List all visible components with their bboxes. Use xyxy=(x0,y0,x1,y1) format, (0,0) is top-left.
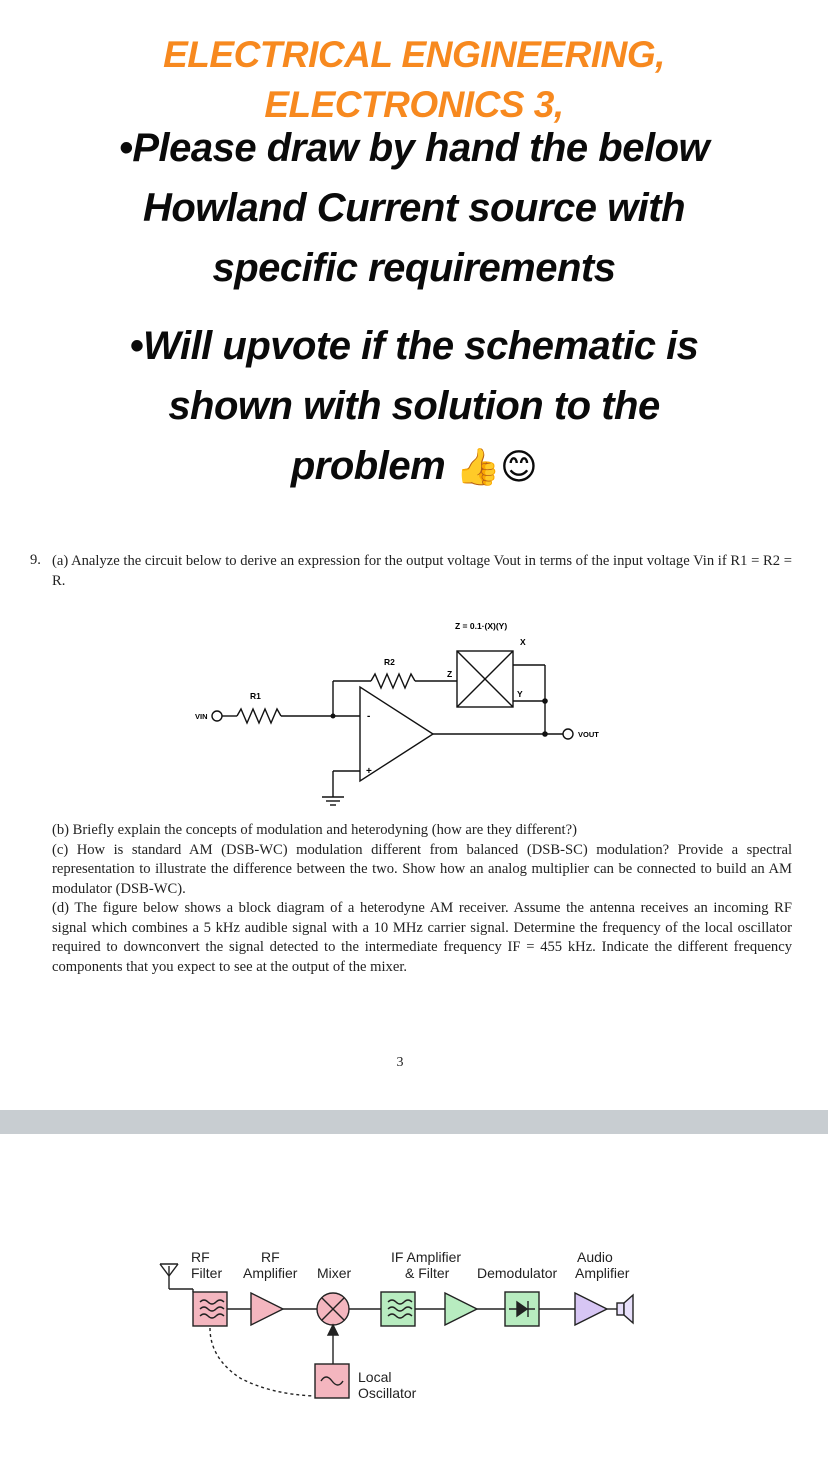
label-x: X xyxy=(520,637,526,647)
label-if-amp-1: IF Amplifier xyxy=(391,1249,462,1265)
page-number: 3 xyxy=(396,1055,404,1070)
part-c-text: (c) How is standard AM (DSB-WC) modulation different from balanced (DSB-SC) modulation? Provide a spectral representation to illustrate the difference between the two. Show how an analog multiplier can be connected to build an AM modulator (DSB-WC). xyxy=(52,841,792,897)
label-local-osc-1: Local xyxy=(358,1369,392,1385)
requirement-1 xyxy=(0,118,828,298)
label-rf-filter-1: RF xyxy=(191,1249,210,1265)
requirement-2-line-1: •Will upvote if the schematic is xyxy=(129,324,699,368)
divider-bar xyxy=(0,1110,828,1134)
label-y: Y xyxy=(517,689,523,699)
label-z: Z xyxy=(447,669,453,679)
receiver-block-diagram xyxy=(155,1244,655,1414)
rf-amp-block xyxy=(251,1293,283,1325)
multiplier-equation: Z = 0.1·(X)(Y) xyxy=(455,621,508,631)
label-mixer: Mixer xyxy=(317,1265,352,1281)
part-d-text: (d) The figure below shows a block diagram of a heterodyne AM receiver. Assume the antenna receives an incoming RF signal which combines a 5 kHz audible signal with a 10 MHz carrier signal. Determine the frequency of the local oscillator required to downconvert the signal detected to the intermediate frequency IF = 455 kHz. Indicate the different frequency components that you expect to see at the output of the mixer. xyxy=(52,900,792,975)
title-line-1: ELECTRICAL ENGINEERING, xyxy=(163,34,665,75)
label-r2: R2 xyxy=(384,657,395,667)
circuit-diagram xyxy=(195,615,635,815)
label-vin: VIN xyxy=(195,712,208,721)
label-if-amp-2: & Filter xyxy=(405,1265,450,1281)
label-audio-1: Audio xyxy=(577,1249,613,1265)
label-vout: VOUT xyxy=(578,730,599,739)
label-minus: - xyxy=(367,711,371,722)
speaker-icon xyxy=(617,1303,624,1315)
title-line-2: ELECTRONICS 3, xyxy=(264,84,564,125)
label-r1: R1 xyxy=(250,691,261,701)
tuning-link xyxy=(210,1328,314,1396)
smile-icon: 😊 xyxy=(500,447,538,488)
part-b-text: (b) Briefly explain the concepts of modulation and heterodyning (how are they different?) xyxy=(52,822,577,838)
requirement-2-line-3 xyxy=(0,436,828,498)
audio-amp-block xyxy=(575,1293,607,1325)
header-panel xyxy=(0,0,828,530)
label-plus: + xyxy=(366,766,372,777)
r2-resistor xyxy=(371,674,415,688)
label-rf-amp-1: RF xyxy=(261,1249,280,1265)
requirement-1-line-1: •Please draw by hand the below xyxy=(118,126,710,170)
requirement-2-line-2: shown with solution to the xyxy=(168,384,660,428)
vin-terminal xyxy=(212,711,222,721)
if-amp-block xyxy=(445,1293,477,1325)
label-rf-filter-2: Filter xyxy=(191,1265,223,1281)
if-filter-block xyxy=(381,1292,415,1326)
requirement-2-line-3-text: problem xyxy=(290,444,446,488)
thumbs-up-icon: 👍 xyxy=(455,447,501,488)
part-a-text: (a) Analyze the circuit below to derive an expression for the output voltage Vout in terms of the input voltage Vin if R1 = R2 = R. xyxy=(52,553,792,589)
vout-terminal xyxy=(563,729,573,739)
r1-resistor xyxy=(237,709,281,723)
label-audio-2: Amplifier xyxy=(575,1265,630,1281)
receiver-panel xyxy=(0,1134,828,1472)
rf-filter-block xyxy=(193,1292,227,1326)
problem-number: 9. xyxy=(30,552,41,568)
label-rf-amp-2: Amplifier xyxy=(243,1265,298,1281)
requirement-2 xyxy=(0,316,828,498)
problem-page xyxy=(0,530,828,1110)
requirement-1-line-3: specific requirements xyxy=(212,246,616,290)
requirement-1-line-2: Howland Current source with xyxy=(142,186,686,230)
label-demod: Demodulator xyxy=(477,1265,558,1281)
label-local-osc-2: Oscillator xyxy=(358,1385,417,1401)
